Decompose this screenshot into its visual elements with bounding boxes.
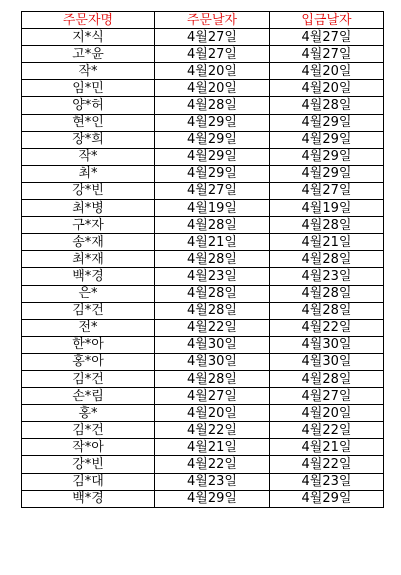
orderer-name-cell: 현*인 — [22, 114, 155, 131]
table-row — [22, 490, 384, 507]
orderer-name-cell: 구*자 — [22, 217, 155, 234]
orderer-name-cell: 손*림 — [22, 388, 155, 405]
order-date-cell: 4월30일 — [155, 353, 270, 370]
order-date-cell: 4월21일 — [155, 439, 270, 456]
orderer-name-cell: 은* — [22, 285, 155, 302]
orderer-name-cell: 작* — [22, 63, 155, 80]
order-date-cell: 4월19일 — [155, 200, 270, 217]
order-date-cell: 4월29일 — [155, 131, 270, 148]
order-date-cell: 4월20일 — [155, 63, 270, 80]
deposit-date-cell: 4월30일 — [270, 336, 384, 353]
table-row — [22, 114, 384, 131]
header-deposit-date: 입금날자 — [270, 12, 384, 29]
orderer-name-cell: 양*허 — [22, 97, 155, 114]
table-row — [22, 370, 384, 387]
orderer-name-cell: 최*재 — [22, 251, 155, 268]
deposit-date-cell: 4월22일 — [270, 456, 384, 473]
table-row — [22, 97, 384, 114]
header-orderer-name: 주문자명 — [22, 12, 155, 29]
deposit-date-cell: 4월23일 — [270, 268, 384, 285]
table-row — [22, 268, 384, 285]
order-date-cell: 4월22일 — [155, 456, 270, 473]
deposit-date-cell: 4월20일 — [270, 80, 384, 97]
order-date-cell: 4월30일 — [155, 336, 270, 353]
order-date-cell: 4월20일 — [155, 80, 270, 97]
deposit-date-cell: 4월29일 — [270, 148, 384, 165]
order-date-cell: 4월27일 — [155, 29, 270, 46]
deposit-date-cell: 4월22일 — [270, 319, 384, 336]
order-date-cell: 4월28일 — [155, 370, 270, 387]
order-date-cell: 4월27일 — [155, 182, 270, 199]
order-date-cell: 4월27일 — [155, 46, 270, 63]
table-row — [22, 234, 384, 251]
table-row — [22, 388, 384, 405]
deposit-date-cell: 4월21일 — [270, 234, 384, 251]
order-date-cell: 4월29일 — [155, 148, 270, 165]
table-row — [22, 336, 384, 353]
orderer-name-cell: 김*건 — [22, 422, 155, 439]
order-date-cell: 4월28일 — [155, 285, 270, 302]
order-date-cell: 4월29일 — [155, 490, 270, 507]
orderer-name-cell: 강*빈 — [22, 456, 155, 473]
table-row — [22, 217, 384, 234]
deposit-date-cell: 4월28일 — [270, 370, 384, 387]
deposit-date-cell: 4월28일 — [270, 302, 384, 319]
header-row — [22, 12, 384, 29]
order-date-cell: 4월23일 — [155, 268, 270, 285]
table-row — [22, 473, 384, 490]
order-date-cell: 4월27일 — [155, 388, 270, 405]
orderer-name-cell: 지*식 — [22, 29, 155, 46]
header-order-date: 주문날자 — [155, 12, 270, 29]
deposit-date-cell: 4월29일 — [270, 131, 384, 148]
order-date-cell: 4월22일 — [155, 422, 270, 439]
orderer-name-cell: 홍* — [22, 405, 155, 422]
orderer-name-cell: 김*건 — [22, 302, 155, 319]
table-row — [22, 29, 384, 46]
orderer-name-cell: 고*윤 — [22, 46, 155, 63]
orderer-name-cell: 장*희 — [22, 131, 155, 148]
orderer-name-cell: 전* — [22, 319, 155, 336]
orderer-name-cell: 김*대 — [22, 473, 155, 490]
table-row — [22, 302, 384, 319]
order-date-cell: 4월22일 — [155, 319, 270, 336]
orderer-name-cell: 작* — [22, 148, 155, 165]
orderer-name-cell: 최* — [22, 165, 155, 182]
deposit-date-cell: 4월22일 — [270, 422, 384, 439]
orderer-name-cell: 백*경 — [22, 268, 155, 285]
deposit-date-cell: 4월23일 — [270, 473, 384, 490]
order-date-cell: 4월21일 — [155, 234, 270, 251]
table-row — [22, 165, 384, 182]
order-date-cell: 4월29일 — [155, 114, 270, 131]
orderer-name-cell: 홍*아 — [22, 353, 155, 370]
table-row — [22, 405, 384, 422]
order-date-cell: 4월28일 — [155, 97, 270, 114]
order-date-cell: 4월28일 — [155, 217, 270, 234]
table-row — [22, 422, 384, 439]
deposit-date-cell: 4월28일 — [270, 251, 384, 268]
table-row — [22, 200, 384, 217]
table-row — [22, 182, 384, 199]
order-date-cell: 4월28일 — [155, 302, 270, 319]
orderer-name-cell: 강*빈 — [22, 182, 155, 199]
deposit-date-cell: 4월20일 — [270, 63, 384, 80]
table-row — [22, 439, 384, 456]
deposit-date-cell: 4월27일 — [270, 29, 384, 46]
orderer-name-cell: 백*경 — [22, 490, 155, 507]
deposit-date-cell: 4월30일 — [270, 353, 384, 370]
deposit-date-cell: 4월28일 — [270, 217, 384, 234]
table-row — [22, 285, 384, 302]
table-row — [22, 353, 384, 370]
table-row — [22, 63, 384, 80]
order-date-cell: 4월20일 — [155, 405, 270, 422]
deposit-date-cell: 4월27일 — [270, 182, 384, 199]
table-row — [22, 80, 384, 97]
order-table — [21, 11, 384, 508]
orderer-name-cell: 송*재 — [22, 234, 155, 251]
deposit-date-cell: 4월20일 — [270, 405, 384, 422]
table-body — [22, 29, 384, 508]
deposit-date-cell: 4월28일 — [270, 97, 384, 114]
table-row — [22, 456, 384, 473]
deposit-date-cell: 4월28일 — [270, 285, 384, 302]
order-date-cell: 4월29일 — [155, 165, 270, 182]
deposit-date-cell: 4월29일 — [270, 490, 384, 507]
order-date-cell: 4월23일 — [155, 473, 270, 490]
orderer-name-cell: 최*병 — [22, 200, 155, 217]
deposit-date-cell: 4월29일 — [270, 165, 384, 182]
table-row — [22, 251, 384, 268]
deposit-date-cell: 4월29일 — [270, 114, 384, 131]
table-row — [22, 319, 384, 336]
orderer-name-cell: 한*아 — [22, 336, 155, 353]
orderer-name-cell: 임*민 — [22, 80, 155, 97]
deposit-date-cell: 4월27일 — [270, 388, 384, 405]
order-date-cell: 4월28일 — [155, 251, 270, 268]
table-row — [22, 148, 384, 165]
deposit-date-cell: 4월19일 — [270, 200, 384, 217]
table-row — [22, 46, 384, 63]
orderer-name-cell: 작*아 — [22, 439, 155, 456]
deposit-date-cell: 4월21일 — [270, 439, 384, 456]
orderer-name-cell: 김*건 — [22, 370, 155, 387]
table-row — [22, 131, 384, 148]
deposit-date-cell: 4월27일 — [270, 46, 384, 63]
